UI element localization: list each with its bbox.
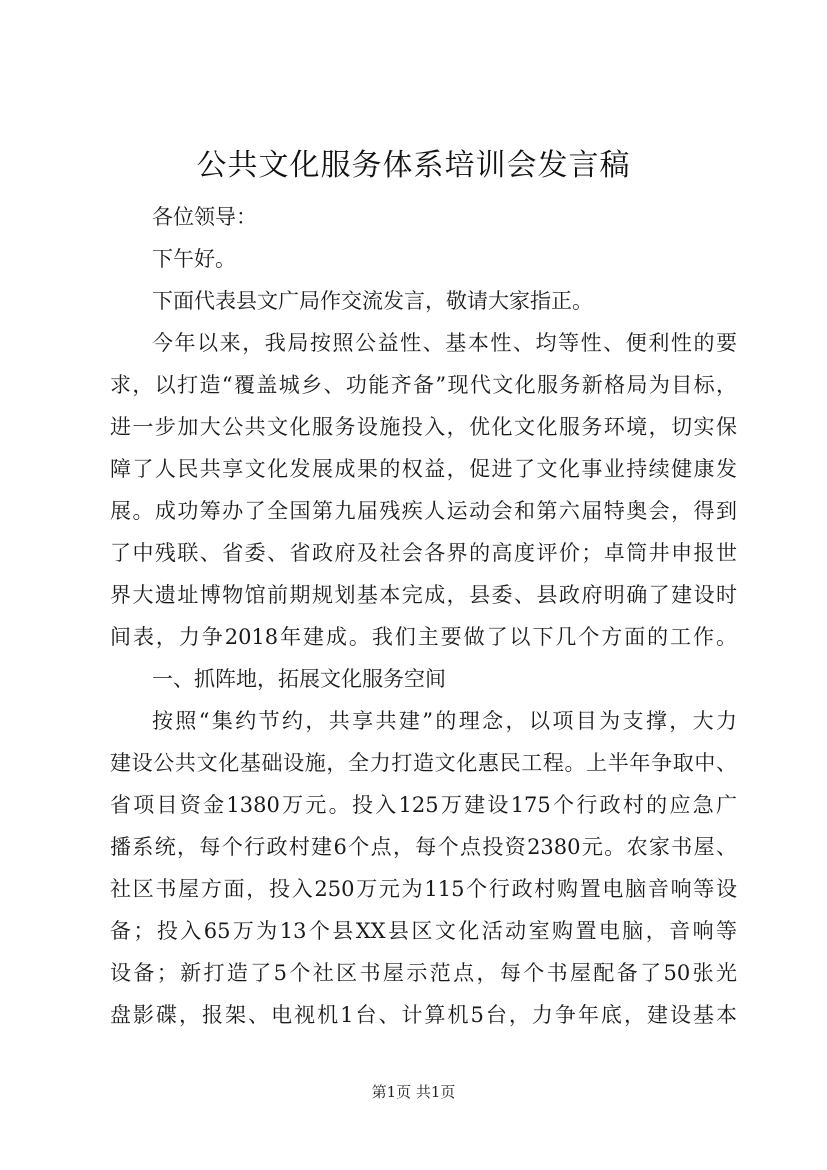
paragraph-line: 障了人民共享文化发展成果的权益，促进了文化事业持续健康发 xyxy=(110,457,737,481)
intro-line: 下面代表县文广局作交流发言，敬请大家指正。 xyxy=(152,289,593,313)
paragraph-line: 播系统，每个行政村建6个点，每个点投资2380元。农家书屋、 xyxy=(110,835,737,859)
paragraph-line: 进一步加大公共文化服务设施投入，优化文化服务环境，切实保 xyxy=(110,415,737,439)
paragraph-line: 展。成功筹办了全国第九届残疾人运动会和第六届特奥会，得到 xyxy=(110,499,737,523)
page-number-footer: 第1页 共1页 xyxy=(371,1083,456,1101)
paragraph-line: 盘影碟，报架、电视机1台、计算机5台，力争年底，建设基本 xyxy=(110,1003,737,1027)
paragraph-line: 间表，力争2018年建成。我们主要做了以下几个方面的工作。 xyxy=(110,625,737,649)
paragraph-line: 设备；新打造了5个社区书屋示范点，每个书屋配备了50张光 xyxy=(110,961,737,985)
paragraph-line: 今年以来，我局按照公益性、基本性、均等性、便利性的要 xyxy=(152,331,737,355)
document-title: 公共文化服务体系培训会发言稿 xyxy=(196,148,631,183)
paragraph-line: 求，以打造“覆盖城乡、功能齐备”现代文化服务新格局为目标， xyxy=(110,373,737,397)
greeting-line: 下午好。 xyxy=(152,247,236,271)
paragraph-line: 建设公共文化基础设施，全力打造文化惠民工程。上半年争取中、 xyxy=(110,751,737,775)
paragraph-line: 社区书屋方面，投入250万元为115个行政村购置电脑音响等设 xyxy=(110,877,737,901)
paragraph-line: 按照“集约节约，共享共建”的理念，以项目为支撑，大力 xyxy=(152,709,737,733)
paragraph-line: 省项目资金1380万元。投入125万建设175个行政村的应急广 xyxy=(110,793,737,817)
section-heading: 一、抓阵地，拓展文化服务空间 xyxy=(152,667,446,691)
paragraph-line: 了中残联、省委、省政府及社会各界的高度评价；卓筒井申报世 xyxy=(110,541,737,565)
paragraph-line: 界大遗址博物馆前期规划基本完成，县委、县政府明确了建设时 xyxy=(110,583,737,607)
salutation-line: 各位领导： xyxy=(152,205,257,229)
paragraph-line: 备；投入65万为13个县XX县区文化活动室购置电脑，音响等 xyxy=(110,919,737,943)
